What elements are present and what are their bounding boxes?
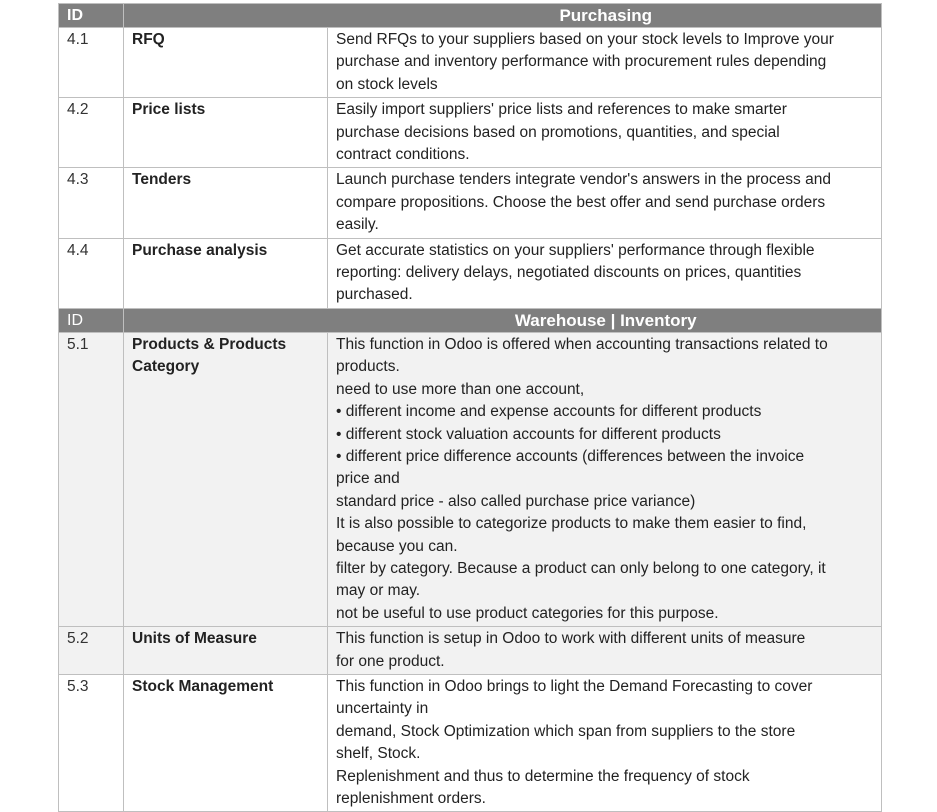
- row-id: 5.2: [59, 627, 124, 675]
- row-id: 4.2: [59, 98, 124, 168]
- row-id: 5.1: [59, 332, 124, 626]
- table-row: [59, 28, 882, 98]
- feature-description-line: shelf, Stock.: [336, 745, 421, 763]
- feature-description-line: Replenishment and thus to determine the frequency of stock: [336, 767, 750, 785]
- feature-name: [124, 168, 328, 238]
- feature-description-line: Easily import suppliers' price lists and references to make smarter: [336, 101, 787, 119]
- feature-name: [124, 332, 328, 626]
- feature-description-line: because you can.: [336, 537, 458, 555]
- feature-description-line: products.: [336, 358, 400, 376]
- section-header-row: [59, 308, 882, 332]
- feature-name-line: Price lists: [132, 101, 206, 119]
- feature-description-line: • different price difference accounts (differences between the invoice: [336, 447, 805, 465]
- id-column-header: ID: [59, 308, 124, 332]
- feature-description: [328, 238, 882, 308]
- feature-name: [124, 238, 328, 308]
- section-header-row: [59, 4, 882, 28]
- feature-name-line: Category: [132, 358, 200, 376]
- feature-description: [328, 627, 882, 675]
- feature-description: [328, 28, 882, 98]
- row-id: 5.3: [59, 674, 124, 811]
- feature-description-line: price and: [336, 470, 400, 488]
- feature-description: [328, 98, 882, 168]
- feature-description: [328, 332, 882, 626]
- feature-description: [328, 674, 882, 811]
- feature-description-line: purchase and inventory performance with procurement rules depending: [336, 53, 827, 71]
- feature-name-line: Products & Products: [132, 335, 287, 353]
- feature-description-line: uncertainty in: [336, 700, 429, 718]
- feature-description-line: reporting: delivery delays, negotiated discounts on prices, quantities: [336, 264, 802, 282]
- feature-description-line: It is also possible to categorize products to make them easier to find,: [336, 515, 807, 533]
- feature-description-line: Send RFQs to your suppliers based on your stock levels to Improve your: [336, 31, 834, 48]
- feature-name-line: Units of Measure: [132, 630, 257, 648]
- feature-name: [124, 98, 328, 168]
- feature-description-line: standard price - also called purchase price variance): [336, 492, 696, 510]
- feature-description-line: compare propositions. Choose the best offer and send purchase orders: [336, 193, 826, 211]
- table-row: [59, 332, 882, 626]
- row-id: 4.1: [59, 28, 124, 98]
- feature-name-line: Stock Management: [132, 677, 274, 695]
- feature-name-line: Purchase analysis: [132, 241, 268, 259]
- feature-description-line: • different income and expense accounts for different products: [336, 403, 762, 421]
- feature-description: [328, 168, 882, 238]
- feature-description-line: replenishment orders.: [336, 790, 486, 807]
- id-column-header: ID: [59, 4, 124, 28]
- feature-description-line: This function is setup in Odoo to work with different units of measure: [336, 630, 806, 648]
- feature-description-line: • different stock valuation accounts for different products: [336, 425, 721, 443]
- feature-description-line: need to use more than one account,: [336, 380, 585, 398]
- feature-description-line: easily.: [336, 216, 379, 234]
- feature-description-line: may or may.: [336, 582, 421, 600]
- feature-description-line: filter by category. Because a product can only belong to one category, it: [336, 559, 826, 577]
- table-row: [59, 627, 882, 675]
- feature-name: [124, 674, 328, 811]
- features-table-body: [59, 4, 882, 812]
- table-row: [59, 238, 882, 308]
- feature-description-line: demand, Stock Optimization which span from suppliers to the store: [336, 722, 796, 740]
- row-id: 4.4: [59, 238, 124, 308]
- feature-description-line: This function in Odoo is offered when accounting transactions related to: [336, 335, 828, 353]
- feature-description-line: not be useful to use product categories for this purpose.: [336, 604, 719, 622]
- feature-description-line: purchase decisions based on promotions, quantities, and special: [336, 123, 780, 141]
- feature-description-line: on stock levels: [336, 75, 438, 93]
- feature-description-line: This function in Odoo brings to light the Demand Forecasting to cover: [336, 677, 813, 695]
- features-table: [58, 3, 882, 812]
- feature-name-line: Tenders: [132, 171, 192, 189]
- header-spacer: [124, 308, 328, 332]
- header-spacer: [124, 4, 328, 28]
- feature-description-line: for one product.: [336, 652, 445, 670]
- feature-name: [124, 627, 328, 675]
- table-row: [59, 168, 882, 238]
- section-title: Warehouse | Inventory: [328, 308, 882, 332]
- feature-description-line: contract conditions.: [336, 146, 470, 164]
- section-title: Purchasing: [328, 4, 882, 28]
- table-row: [59, 98, 882, 168]
- feature-description-line: Launch purchase tenders integrate vendor's answers in the process and: [336, 171, 831, 189]
- feature-description-line: Get accurate statistics on your suppliers' performance through flexible: [336, 241, 815, 259]
- feature-description-line: purchased.: [336, 286, 413, 304]
- feature-name: [124, 28, 328, 98]
- table-row: [59, 674, 882, 811]
- feature-name-line: RFQ: [132, 31, 165, 48]
- row-id: 4.3: [59, 168, 124, 238]
